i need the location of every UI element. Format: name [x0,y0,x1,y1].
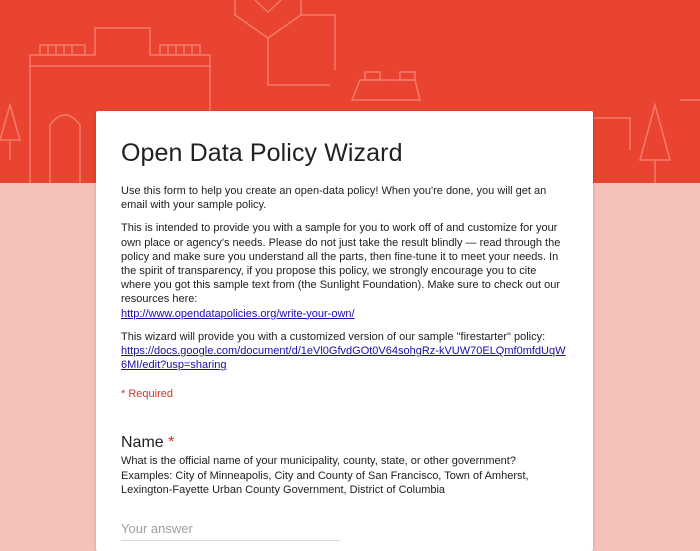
description-paragraph-3 [121,330,569,373]
required-note: * Required [121,388,173,401]
description-paragraph-2 [121,221,569,320]
form-card [96,111,593,551]
name-answer-input[interactable] [121,519,340,541]
description-paragraph-2-text: This is intended to provide you with a sample for you to work off of and customize for your own place or agency's needs. Please do not just take the result blindly — read through the policy and make sure you understand all the parts, then fine-tune it to meet your needs. In the spirit of transparency, if you propose this policy, we strongly encourage you to cite where you got this sample text from (the Sunlight Foundation). Make sure to check out our resources here: [121,222,561,306]
form-title: Open Data Policy Wizard [121,139,403,167]
question-label: Name [121,434,164,452]
resources-link[interactable]: http://www.opendatapolicies.org/write-your-own/ [121,307,355,320]
form-description [121,184,569,372]
description-paragraph-1: Use this form to help you create an open-data policy! When you're done, you will get an email with your sample policy. [121,185,547,212]
firestarter-policy-link[interactable]: https://docs.google.com/document/d/1eVl0GfvdGOt0V64sohgRz-kVUW70ELQmf0mfdUqW6MI/edit?usp=sharing [121,345,566,372]
description-paragraph-3-text: This wizard will provide you with a customized version of our sample "firestarter" policy: [121,330,546,343]
required-star: * [168,434,175,452]
question-title [121,434,569,452]
question-name [121,434,569,541]
question-help-text: What is the official name of your municipality, county, state, or other government? Examples: City of Minneapolis, City and County of San Francisco, Town of Amherst, Lexington-Fayette Urban County Government, District of Columbia [121,455,529,496]
